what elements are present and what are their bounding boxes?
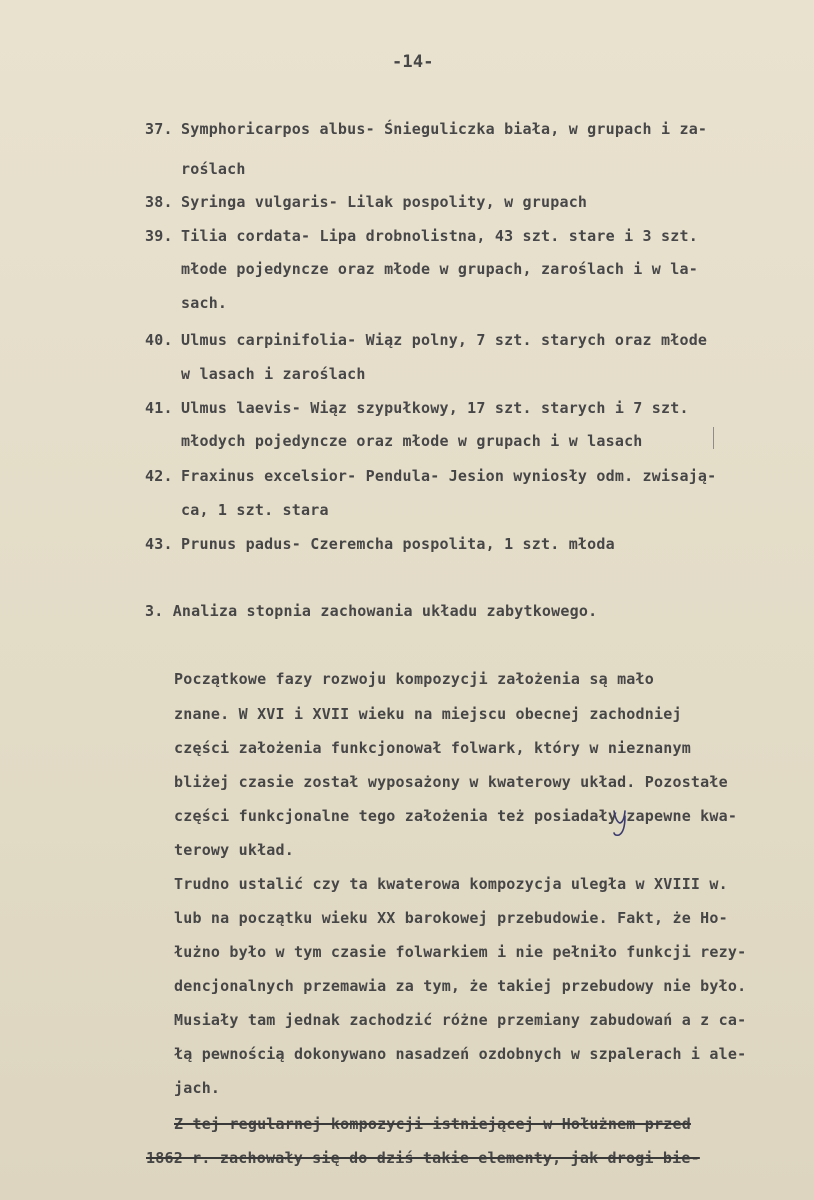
paragraph-line: dencjonalnych przemawia za tym, że takiej przebudowy nie było.	[174, 977, 747, 995]
item-number: 43.	[145, 535, 173, 553]
item-continuation: roślach	[181, 160, 246, 178]
paragraph-line: Trudno ustalić czy ta kwaterowa kompozycja uległa w XVIII w.	[174, 875, 728, 893]
item-number: 39.	[145, 227, 173, 245]
paragraph-line: Początkowe fazy rozwoju kompozycji założenia są mało	[174, 670, 654, 688]
item-text: Ulmus laevis- Wiąz szypułkowy, 17 szt. starych i 7 szt.	[181, 399, 689, 417]
page-number: -14-	[392, 52, 434, 72]
margin-mark	[713, 427, 714, 449]
paragraph-line: części założenia funkcjonował folwark, który w nieznanym	[174, 739, 691, 757]
paragraph-line: części funkcjonalne tego założenia też posiadały zapewne kwa-	[174, 807, 738, 825]
paragraph-line: znane. W XVI i XVII wieku na miejscu obecnej zachodniej	[174, 705, 682, 723]
list-item-37	[145, 120, 707, 138]
item-number: 38.	[145, 193, 173, 211]
list-item-41	[145, 399, 689, 417]
paragraph-line: terowy układ.	[174, 841, 294, 859]
item-continuation: młode pojedyncze oraz młode w grupach, zaroślach i w la-	[181, 260, 698, 278]
item-text: Tilia cordata- Lipa drobnolistna, 43 szt. stare i 3 szt.	[181, 227, 698, 245]
section-heading: 3. Analiza stopnia zachowania układu zabytkowego.	[145, 602, 598, 620]
paragraph-line: lub na początku wieku XX barokowej przebudowie. Fakt, że Ho-	[174, 909, 728, 927]
item-number: 41.	[145, 399, 173, 417]
paragraph-line: bliżej czasie został wyposażony w kwaterowy układ. Pozostałe	[174, 773, 728, 791]
item-text: Syringa vulgaris- Lilak pospolity, w grupach	[181, 193, 588, 211]
item-number: 42.	[145, 467, 173, 485]
item-number: 37.	[145, 120, 173, 138]
struck-paragraph-line: 1862 r. zachowały się do dziś takie elementy, jak drogi bie-	[146, 1149, 700, 1167]
list-item-40	[145, 331, 707, 349]
item-text: Prunus padus- Czeremcha pospolita, 1 szt. młoda	[181, 535, 615, 553]
item-continuation: sach.	[181, 294, 228, 312]
item-text: Symphoricarpos albus- Śnieguliczka biała, w grupach i za-	[181, 120, 708, 138]
paragraph-line: łą pewnością dokonywano nasadzeń ozdobnych w szpalerach i ale-	[174, 1045, 747, 1063]
item-text: Ulmus carpinifolia- Wiąz polny, 7 szt. starych oraz młode	[181, 331, 708, 349]
paragraph-line: jach.	[174, 1079, 221, 1097]
handwritten-correction-mark	[611, 808, 629, 838]
list-item-39	[145, 227, 698, 245]
struck-paragraph-line: Z tej regularnej kompozycji istniejącej w Hołużnem przed	[174, 1115, 691, 1133]
item-continuation: młodych pojedyncze oraz młode w grupach i w lasach	[181, 432, 643, 450]
item-number: 40.	[145, 331, 173, 349]
list-item-38	[145, 193, 587, 211]
item-continuation: ca, 1 szt. stara	[181, 501, 329, 519]
paragraph-line: łużno było w tym czasie folwarkiem i nie pełniło funkcji rezy-	[174, 943, 747, 961]
list-item-42	[145, 467, 716, 485]
paragraph-line: Musiały tam jednak zachodzić różne przemiany zabudowań a z ca-	[174, 1011, 747, 1029]
item-continuation: w lasach i zaroślach	[181, 365, 366, 383]
list-item-43	[145, 535, 615, 553]
item-text: Fraxinus excelsior- Pendula- Jesion wyniosły odm. zwisają-	[181, 467, 717, 485]
